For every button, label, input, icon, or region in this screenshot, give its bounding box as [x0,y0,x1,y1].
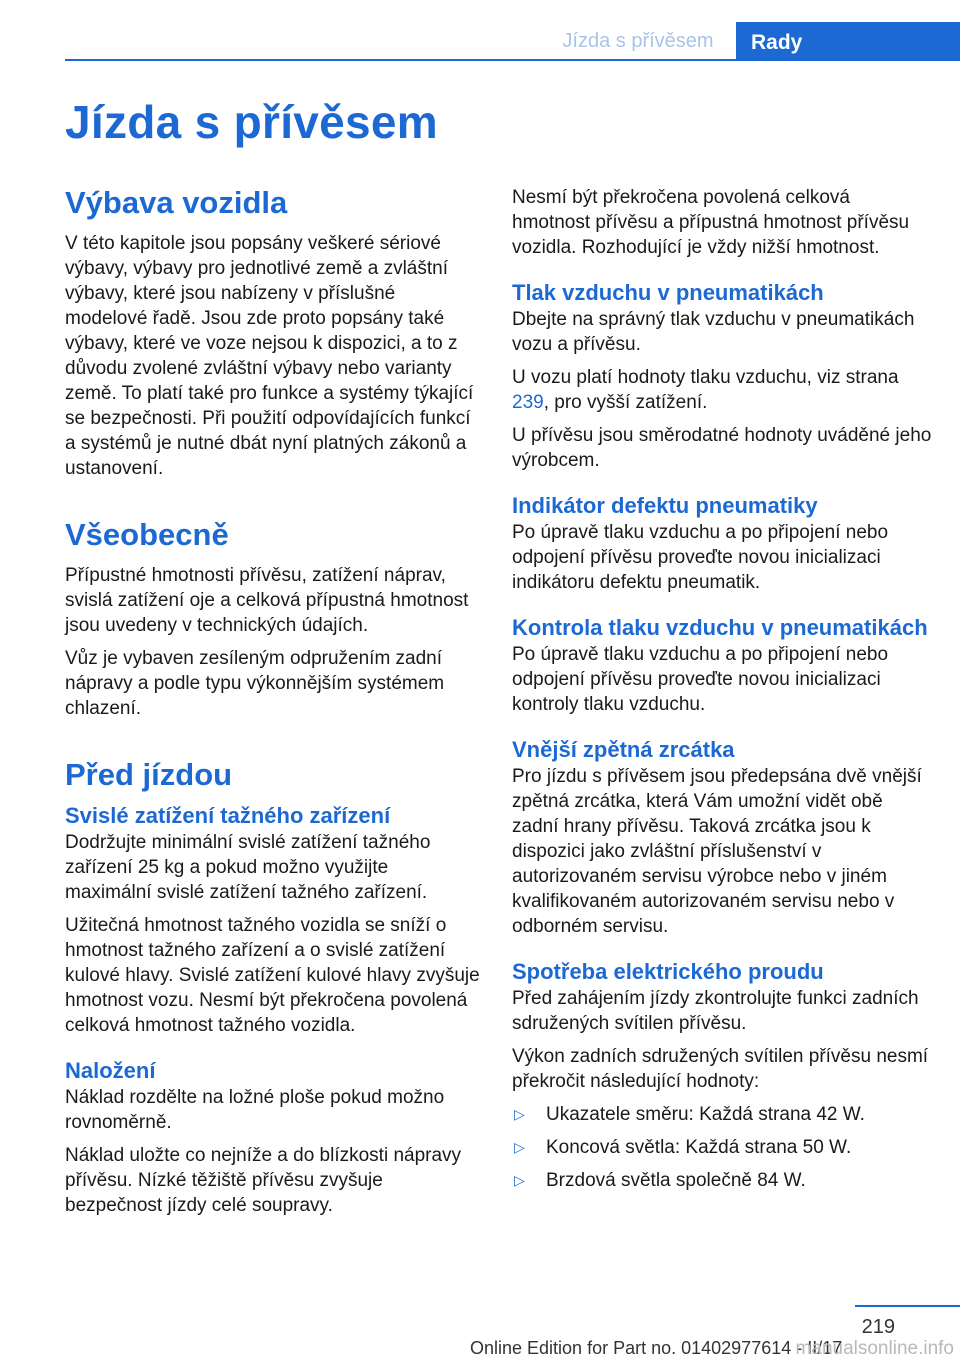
subheading-zrcatka: Vnější zpětná zrcátka [512,737,735,762]
header-rule [65,59,960,61]
para-indikator: Po úpravě tlaku vzduchu a po připojení nebo odpojení přívěsu proveďte novou inicializaci indikátoru defektu pneumatik. [512,522,889,593]
triangle-bullet-icon: ▷ [514,1139,525,1155]
para-tlak-1: Dbejte na správný tlak vzduchu v pneumatikách vozu a přívěsu. [512,309,915,355]
subheading-tlak: Tlak vzduchu v pneumatikách [512,280,824,305]
subheading-kontrola: Kontrola tlaku vzduchu v pneumatikách [512,615,928,640]
list-item-text: Brzdová světla společně 84 W. [546,1170,806,1191]
heading-pred-jizdou: Před jízdou [65,757,233,792]
para-spotreba-1: Před zahájením jízdy zkontrolujte funkci zadních sdružených svítilen přívěsu. [512,988,919,1034]
para-svisle-1: Dodržujte minimální svislé zatížení tažného zařízení 25 kg a pokud možno využijte maximální svislé zatížení tažného zařízení. [65,832,431,903]
para-kontrola: Po úpravě tlaku vzduchu a po připojení nebo odpojení přívěsu proveďte novou inicializaci kontroly tlaku vzduchu. [512,644,889,715]
list-item [512,1102,932,1127]
list-item-text: Koncová světla: Každá strana 50 W. [546,1137,852,1158]
subheading-spotreba: Spotřeba elektrického proudu [512,959,824,984]
triangle-bullet-icon: ▷ [514,1172,525,1188]
para-vseobecne-1: Přípustné hmotnosti přívěsu, zatížení náprav, svislá zatížení oje a celková přípustná hmotnost jsou uvedeny v technických údajích. [65,565,469,636]
list-item [512,1168,932,1193]
bullet-list [512,1102,932,1193]
para-tlak-2 [512,365,932,415]
watermark: manualsonline.info [795,1338,954,1359]
para-zrcatka: Pro jízdu s přívěsem jsou předepsána dvě vnější zpětná zrcátka, která Vám umožní vidět obě zadní hrany přívěsu. Taková zrcátka jsou k dispozici jako zvláštní příslušenství v autorizovaném servisu výrobce nebo v jiném kvalifikovaném autorizovaném servisu nebo v odborném servisu. [512,766,922,937]
page-reference-link[interactable]: 239 [512,392,544,413]
page-number: 219 [861,1316,895,1338]
triangle-bullet-icon: ▷ [514,1106,525,1122]
para-vseobecne-2: Vůz je vybaven zesíleným odpružením zadní nápravy a podle typu výkonnějším systémem chlazení. [65,648,445,719]
para-tlak-2-text: U vozu platí hodnoty tlaku vzduchu, viz strana [512,367,899,388]
para-nalozeni-1: Náklad rozdělte na ložné ploše pokud možno rovnoměrně. [65,1087,445,1133]
subheading-nalozeni: Naložení [65,1058,156,1083]
para-tlak-3: U přívěsu jsou směrodatné hodnoty uváděné jeho výrobcem. [512,425,932,471]
para-spotreba-2: Výkon zadních sdružených svítilen přívěsu nesmí překročit následující hodnoty: [512,1046,929,1092]
header-section-label: Jízda s přívěsem [562,30,714,52]
edition-note: Online Edition for Part no. 01402977614 - II/17 [470,1338,843,1358]
footer-rule [855,1305,960,1307]
para-nalozeni-2: Náklad uložte co nejníže a do blízkosti nápravy přívěsu. Nízké těžiště přívěsu zvyšuje bezpečnost jízdy celé soupravy. [65,1145,462,1216]
para-svisle-2: Užitečná hmotnost tažného vozidla se sníží o hmotnost tažného zařízení a o svislé zatížení kulové hlavy. Svislé zatížení kulové hlavy zvyšuje hmotnost vozu. Nesmí být překročena povolená celková hmotnost tažného vozidla. [65,915,480,1036]
list-item-text: Ukazatele směru: Každá strana 42 W. [546,1104,865,1125]
page-title: Jízda s přívěsem [65,96,439,148]
para-tlak-2-tail: , pro vyšší zatížení. [543,392,708,413]
right-column [512,185,932,1201]
heading-vybava: Výbava vozidla [65,185,288,220]
para-vybava: V této kapitole jsou popsány veškeré sériové výbavy, výbavy pro jednotlivé země a zvláštní výbavy, které jsou nabízeny v příslušné modelové řadě. Jsou zde proto popsány také výbavy, které ve voze nejsou k dispozici, a to z důvodu zvolené zvláštní výbavy nebo varianty země. To platí také pro funkce a systémy týkající se bezpečnosti. Při použití odpovídajících funkcí a systémů je nutné dbát nyní platných zákonů a ustanovení. [65,233,474,479]
header-chapter-tab: Rady [736,22,960,61]
heading-vseobecne: Všeobecně [65,517,229,552]
para-hmotnost: Nesmí být překročena povolená celková hmotnost přívěsu a přípustná hmotnost přívěsu vozidla. Rozhodující je vždy nižší hmotnost. [512,187,910,258]
subheading-svisle-zatizeni: Svislé zatížení tažného zařízení [65,803,391,828]
list-item [512,1135,932,1160]
left-column [65,183,480,1226]
subheading-indikator: Indikátor defektu pneumatiky [512,493,818,518]
